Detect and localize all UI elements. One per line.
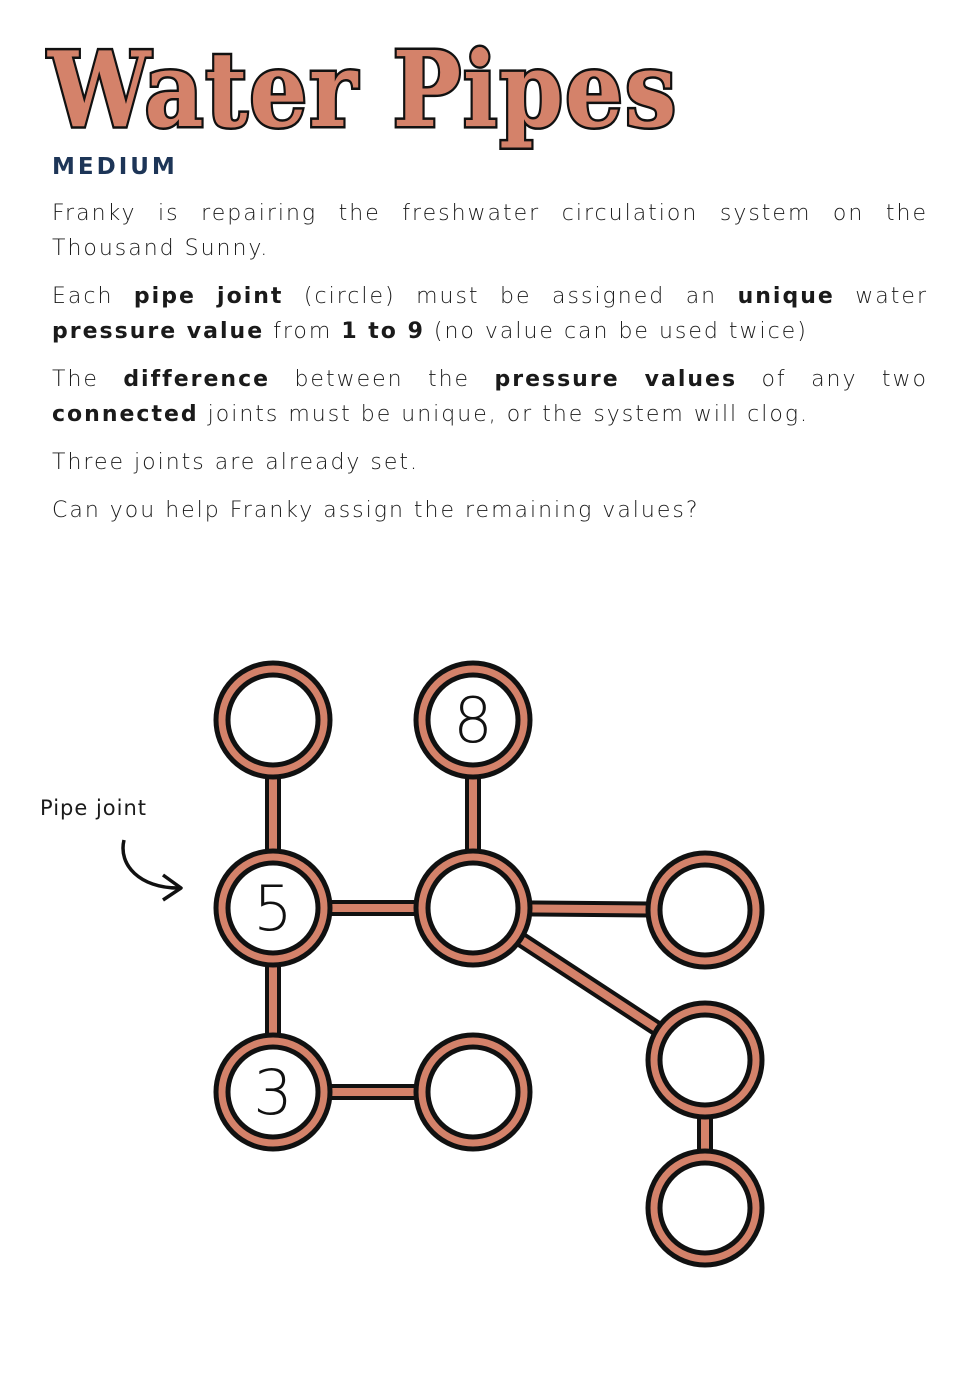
intro-paragraph-2: Each pipe joint (circle) must be assigned an unique water pressure value from 1 to 9 (no value can be used twice) [52,284,928,344]
pipe-joint-6[interactable] [216,1035,330,1149]
pipe-puzzle-board [0,620,980,1320]
joint-value: 3 [253,1056,293,1129]
title-text: Water Pipes [47,28,679,151]
intro-paragraph-3: The difference between the pressure values of any two connected joints must be unique, or the system will clog. [52,367,928,427]
title [47,24,688,151]
pipe-joint-1[interactable] [216,663,330,777]
pipe-joint-4[interactable] [416,851,530,965]
joint-face [428,1047,518,1137]
joint-face [660,1163,750,1253]
joint-face [660,865,750,955]
instructions [52,196,928,541]
pipe-joint-annotation: Pipe joint [40,796,148,820]
joints-layer [216,663,762,1265]
difficulty-label: MEDIUM [52,154,178,180]
intro-paragraph-1: Franky is repairing the freshwater circulation system on the Thousand Sunny. [52,201,928,261]
pipe-joint-9[interactable] [648,1151,762,1265]
joint-face [660,1015,750,1105]
joint-face [428,863,518,953]
pipe-joint-2[interactable] [416,663,530,777]
joint-value: 8 [453,684,493,757]
joint-value: 5 [253,872,293,945]
pipe-joint-5[interactable] [648,853,762,967]
intro-paragraph-4: Three joints are already set. [52,450,420,475]
intro-paragraph-5: Can you help Franky assign the remaining values? [52,498,700,523]
pipe-joint-7[interactable] [416,1035,530,1149]
pipe-joint-3[interactable] [216,851,330,965]
joint-face [228,675,318,765]
pipe-joint-8[interactable] [648,1003,762,1117]
